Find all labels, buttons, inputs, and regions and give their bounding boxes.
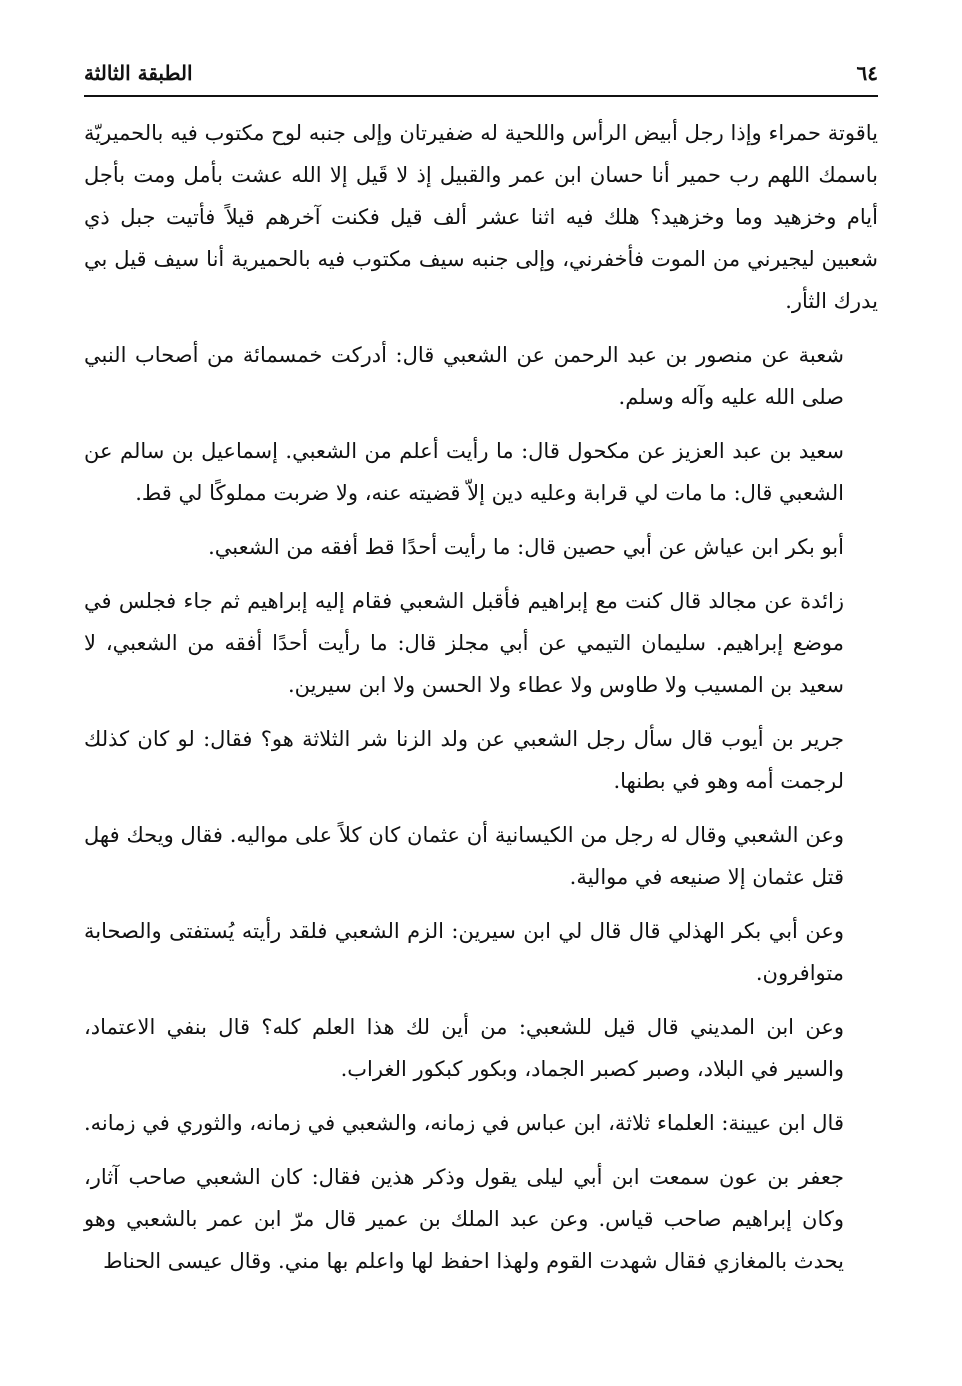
header-divider [84, 95, 878, 97]
page-number: ٦٤ [856, 61, 878, 85]
paragraph: وعن ابن المديني قال قيل للشعبي: من أين لك هذا العلم كله؟ قال بنفي الاعتماد، والسير في البلاد، وصبر كصبر الجماد، وبكور كبكور الغراب. [84, 1015, 844, 1081]
paragraph: ياقوتة حمراء وإذا رجل أبيض الرأس واللحية له ضفيرتان وإلى جنبه لوح مكتوب فيه بالحميريّة باسمك اللهم رب حمير أنا حسان ابن عمر والقبيل إذ لا قَيل إلا الله عشت بأمل ومت بأجل أيام وخزهيد وما وخزهيد؟ هلك فيه اثنا عشر ألف قيل فكنت آخرهم قيلاً فأتيت جبل ذي شعبين ليجيرني من الموت فأخفرني، وإلى جنبه سيف مكتوب فيه بالحميرية أنا سيف قيل بي يدرك الثأر. [84, 121, 878, 313]
paragraph: قال ابن عيينة: العلماء ثلاثة، ابن عباس في زمانه، والشعبي في زمانه، والثوري في زمانه. [84, 1111, 844, 1135]
paragraph: زائدة عن مجالد قال كنت مع إبراهيم فأقبل الشعبي فقام إليه إبراهيم ثم جاء فجلس في موضع إبراهيم. سليمان التيمي عن أبي مجلز قال: ما رأيت أحدًا أفقه من الشعبي، لا سعيد بن المسيب ولا طاوس ولا عطاء ولا الحسن ولا ابن سيرين. [84, 589, 844, 697]
paragraph: وعن الشعبي وقال له رجل من الكيسانية أن عثمان كان كلاً على مواليه. فقال ويحك فهل قتل عثمان إلا صنيعه في موالية. [84, 823, 844, 889]
paragraph: جعفر بن عون سمعت ابن أبي ليلى يقول وذكر هذين فقال: كان الشعبي صاحب آثار، وكان إبراهيم صاحب قياس. وعن عبد الملك بن عمير قال مرّ ابن عمر بالشعبي وهو يحدث بالمغازي فقال شهدت القوم ولهذا احفظ لها واعلم بها مني. وقال عيسى الحناط [84, 1165, 844, 1273]
page-body [84, 112, 878, 1294]
paragraph: أبو بكر ابن عياش عن أبي حصين قال: ما رأيت أحدًا قط أفقه من الشعبي. [208, 535, 844, 559]
running-title: الطبقة الثالثة [84, 61, 193, 85]
paragraph: سعيد بن عبد العزيز عن مكحول قال: ما رأيت أعلم من الشعبي. إسماعيل بن سالم عن الشعبي قال: ما مات لي قرابة وعليه دين إلاّ قضيته عنه، ولا ضربت مملوكًا لي قط. [84, 439, 844, 505]
paragraph: وعن أبي بكر الهذلي قال قال لي ابن سيرين: الزم الشعبي فلقد رأيته يُستفتى والصحابة متوافرون. [84, 919, 844, 985]
paragraph: شعبة عن منصور بن عبد الرحمن عن الشعبي قال: أدركت خمسمائة من أصحاب النبي صلى الله عليه وآله وسلم. [84, 343, 844, 409]
page-header [84, 56, 878, 90]
paragraph: جرير بن أيوب قال سأل رجل الشعبي عن ولد الزنا شر الثلاثة هو؟ فقال: لو كان كذلك لرجمت أمه وهو في بطنها. [84, 727, 844, 793]
